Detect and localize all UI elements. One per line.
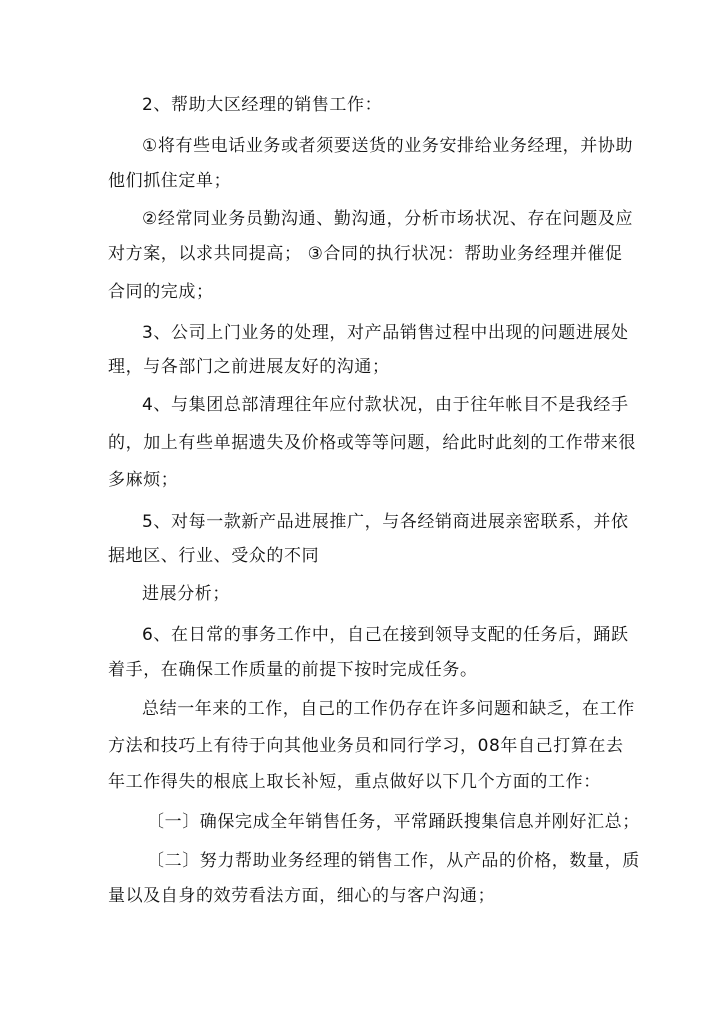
paragraph-line: 合同的完成； xyxy=(108,282,214,302)
paragraph-line: 2、帮助大区经理的销售工作： xyxy=(142,95,383,115)
paragraph-line: 3、公司上门业务的处理，对产品销售过程中出现的问题进展处 xyxy=(142,323,629,343)
paragraph-line: 总结一年来的工作，自己的工作仍存在许多问题和缺乏，在工作 xyxy=(142,699,635,719)
paragraph-line: 理，与各部门之前进展友好的沟通； xyxy=(108,357,390,377)
paragraph-line: 着手，在确保工作质量的前提下按时完成任务。 xyxy=(108,660,478,680)
paragraph-line: 进展分析； xyxy=(142,584,230,604)
paragraph-line: 量以及自身的效劳看法方面，细心的与客户沟通； xyxy=(108,886,496,906)
paragraph-line: 对方案，以求共同提高； ③合同的执行状况：帮助业务经理并催促 xyxy=(108,244,623,264)
paragraph-line: 〔一〕确保完成全年销售任务，平常踊跃搜集信息并刚好汇总； xyxy=(147,812,640,832)
paragraph-line: 据地区、行业、受众的不同 xyxy=(108,546,320,566)
paragraph-line: 〔二〕努力帮助业务经理的销售工作，从产品的价格，数量，质 xyxy=(147,851,640,871)
paragraph-line: 5、对每一款新产品进展推广，与各经销商进展亲密联系，并依 xyxy=(142,512,629,532)
paragraph-line: 方法和技巧上有待于向其他业务员和同行学习，08年自己打算在去 xyxy=(108,736,624,756)
paragraph-line: 6、在日常的事务工作中，自己在接到领导支配的任务后，踊跃 xyxy=(142,625,629,645)
paragraph-line: 的，加上有些单据遗失及价格或等等问题，给此时此刻的工作带来很 xyxy=(108,433,636,453)
paragraph-line: 他们抓住定单； xyxy=(108,171,232,191)
paragraph-line: ②经常同业务员勤沟通、勤沟通，分析市场状况、存在问题及应 xyxy=(142,209,634,229)
paragraph-line: 4、与集团总部清理往年应付款状况，由于往年帐目不是我经手 xyxy=(142,395,629,415)
paragraph-line: 多麻烦； xyxy=(108,470,179,490)
paragraph-line: 年工作得失的根底上取长补短，重点做好以下几个方面的工作： xyxy=(108,772,601,792)
paragraph-line: ①将有些电话业务或者须要送货的业务安排给业务经理，并协助 xyxy=(142,136,634,156)
